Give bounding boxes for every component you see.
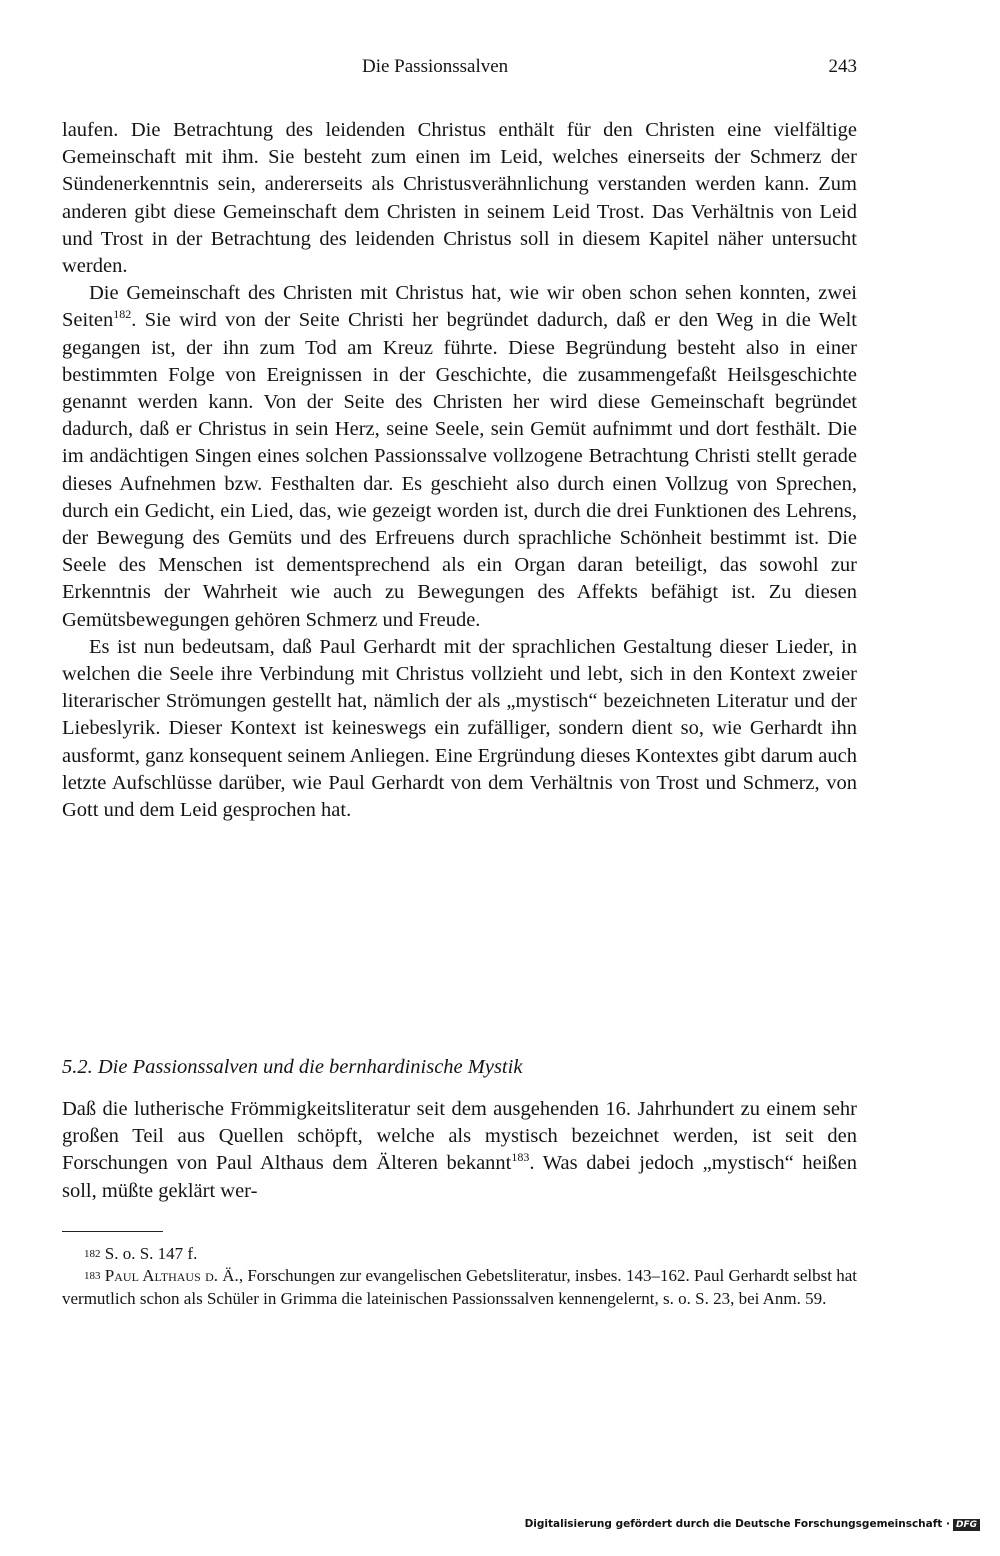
paragraph-3: Es ist nun bedeutsam, daß Paul Gerhardt mit der sprachlichen Gestaltung dieser Lieder, in welchen die Seele ihre Verbindung mit Christus vollzieht und lebt, sich in den Kontext zweier literarischer Strömungen gestellt hat, nämlich der als „mystisch“ bezeichneten Literatur und der Liebeslyrik. Dieser Kontext ist keineswegs ein zufälliger, sondern dient so, wie Gerhardt ihn ausformt, ganz konsequent seinem Anliegen. Eine Ergründung dieses Kontextes gibt darum auch letzte Aufschlüsse darüber, wie Paul Gerhardt von dem Verhältnis von Trost und Schmerz, von Gott und dem Leid gesprochen hat.: [62, 635, 857, 822]
paragraph-2: Die Gemeinschaft des Christen mit Christus hat, wie wir oben schon sehen konnten, zwei Seiten$^{182}$. Sie wird von der Seite Christi her begründet dadurch, daß er den Weg in die Welt gegangen ist, der ihn zum Tod am Kreuz führte. Diese Begründung besteht also in einer bestimmten Folge von Ereignissen in der Geschichte, die zusammengefaßt Heilsgeschichte genannt werden kann. Von der Seite des Christen her wird diese Gemeinschaft begründet dadurch, daß er Christus in sein Herz, seine Seele, sein Gemüt aufnimmt und dort festhält. Die im andächtigen Singen eines solchen Passionssalve vollzogene Betrachtung Christi stellt gerade dieses Aufnehmen bzw. Festhalten dar. Es geschieht also durch einen Vollzug von Sprechen, durch ein Gedicht, ein Lied, das, wie gezeigt worden ist, durch die drei Funktionen des Lehrens, der Bewegung des Gemüts und des Erfreuens durch sprachliche Schönheit bestimmt ist. Die Seele des Menschen ist dementsprechend als ein Organ daran beteiligt, das sowohl zur Erkenntnis der Wahrheit wie auch zu Bewegungen des Affekts befähigt ist. Zu diesen Gemütsbewegungen gehören Schmerz und Freude.: [62, 282, 857, 631]
footnote-author: Paul Althaus d. Ä.: [104, 1266, 239, 1286]
digitization-footer: [525, 1518, 980, 1531]
section-paragraph: Daß die lutherische Frömmigkeitsliteratur seit dem ausgehenden 16. Jahrhundert zu einem sehr großen Teil aus Quellen schöpft, welche als mystisch bezeichnet werden, ist seit den Forschungen von Paul Althaus dem Älteren bekannt$^{183}$. Was dabei jedoch „mystisch“ heißen soll, müßte geklärt wer-: [62, 1098, 857, 1202]
paragraph-1: laufen. Die Betrachtung des leidenden Christus enthält für den Christen eine vielfältige Gemeinschaft mit ihm. Sie besteht zum einen im Leid, welches einerseits der Schmerz der Sündenerkenntnis sein, andererseits als Christusverähnlichung verstanden werden kann. Zum anderen gibt diese Gemeinschaft dem Christen in seinem Leid Trost. Das Verhältnis von Leid und Trost in der Betrachtung des leidenden Christus soll in diesem Kapitel näher untersucht werden.: [62, 119, 857, 278]
body-text: [62, 117, 857, 824]
footnote-ref-183[interactable]: 183: [511, 1150, 530, 1165]
section-heading: 5.2. Die Passionssalven und die bernhardinische Mystik: [62, 1056, 523, 1078]
footnote-number: 183: [84, 1270, 101, 1283]
footnote-number: 182: [84, 1248, 101, 1260]
footnotes: [62, 1243, 857, 1310]
footnote-183: $^{183}$ Paul Althaus d. Ä., Forschungen zur evangelischen Gebetsliteratur, insbes. 143–162. Paul Gerhardt selbst hat vermutlich schon als Schüler in Grimma die lateinischen Passionssalven kennengelernt, s. o. S. 23, bei Anm. 59.: [62, 1266, 858, 1308]
section-text: [62, 1096, 857, 1205]
footnote-divider: [62, 1231, 163, 1232]
page-number: 243: [828, 56, 857, 77]
dfg-logo: DFG: [953, 1519, 980, 1531]
running-header: [62, 56, 857, 88]
footer-text: Digitalisierung gefördert durch die Deutsche Forschungsgemeinschaft ·: [524, 1518, 950, 1530]
running-title: Die Passionssalven: [362, 56, 509, 77]
footnote-ref-182[interactable]: 182: [113, 307, 132, 322]
footnote-182: $^{182}$ S. o. S. 147 f.: [84, 1244, 198, 1263]
